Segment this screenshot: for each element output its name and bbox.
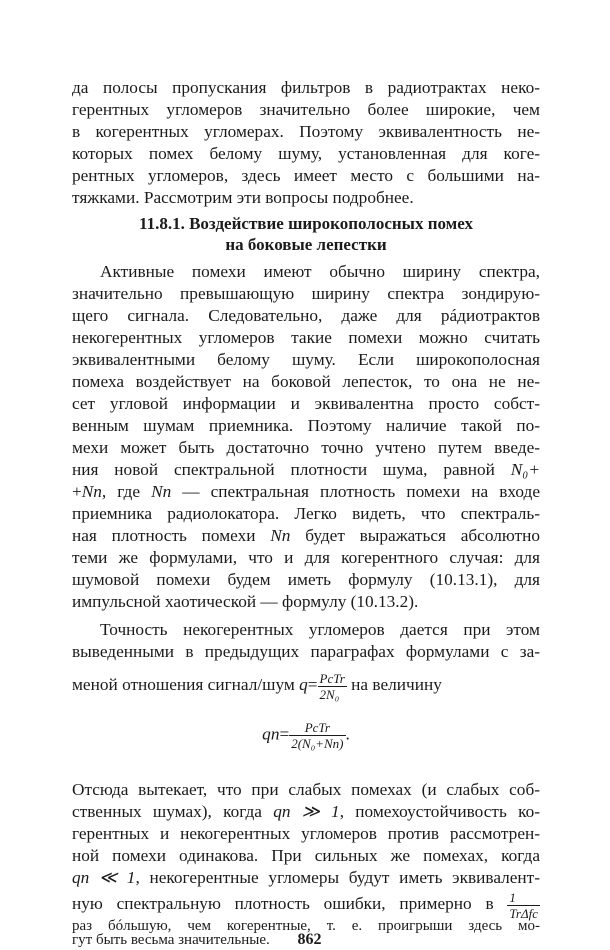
- display-formula: [72, 720, 540, 751]
- math-symbol: N₀+: [510, 460, 540, 479]
- fraction-denominator: 2(N₀+Nп): [291, 736, 344, 751]
- text-line: тяжками. Рассмотрим эти вопросы подробнее.: [72, 188, 414, 207]
- text-line: щего сигнала. Следовательно, даже для рáдиотрактов: [72, 306, 540, 325]
- text-line: [72, 460, 540, 480]
- text-span: на величину: [351, 675, 442, 694]
- text-line: шумовой помехи будем иметь формулу (10.13.1), для: [72, 570, 540, 589]
- text-line: [72, 482, 540, 502]
- text-line: сет угловой информации и эквивалентна просто собст-: [72, 394, 540, 413]
- text-line: [72, 868, 540, 888]
- text-line: герентных и некогерентных угломеров против рассмотрен-: [72, 824, 540, 843]
- text-span: гут быть весьма значительные.: [72, 932, 270, 948]
- text-span: раз бóльшую, чем когерентные, т. е. проигрыши здесь мо-: [72, 918, 540, 934]
- text-line: [72, 526, 540, 546]
- text-line: Отсюда вытекает, что при слабых помехах (и слабых соб-: [72, 780, 540, 799]
- text-line: импульсной хаотической — формулу (10.13.2).: [72, 592, 419, 611]
- text-line: [72, 802, 540, 822]
- math-symbol: qп ≪ 1: [72, 868, 136, 887]
- fraction-numerator: 1: [507, 890, 540, 906]
- fraction: [507, 890, 540, 921]
- section-title: на боковые лепестки: [225, 235, 387, 254]
- text-span: ственных шумах), когда: [72, 802, 262, 821]
- math-symbol: Nп: [151, 482, 172, 501]
- fraction-numerator: PcTr: [289, 720, 345, 736]
- math-symbol: Nп: [81, 482, 102, 501]
- section-title: 11.8.1. Воздействие широкополосных помех: [139, 214, 473, 233]
- text-line: в когерентных угломерах. Поэтому эквивалентность не-: [72, 122, 540, 141]
- text-line: эквивалентными белому шуму. Если широкополосная: [72, 350, 540, 369]
- fraction-denominator: 2N₀: [319, 686, 340, 702]
- text-line: приемника радиолокатора. Легко видеть, что спектраль-: [72, 504, 540, 523]
- text-line: [72, 668, 540, 702]
- fraction-denominator: TrΔfc: [509, 905, 538, 921]
- text-line: венным шумам приемника. Поэтому наличие такой по-: [72, 416, 540, 435]
- text-line: Точность некогерентных угломеров дается при этом: [100, 620, 540, 639]
- text-line: мехи может быть достаточно точно учтено путем введе-: [72, 438, 540, 457]
- text-span: , где: [101, 482, 140, 501]
- text-line: рентных угломеров, здесь имеет место с большими на-: [72, 166, 540, 185]
- math-symbol: =: [307, 675, 318, 694]
- text-line: которых помех белому шуму, установленная для коге-: [72, 144, 540, 163]
- text-line: да полосы пропускания фильтров в радиотрактах неко-: [72, 78, 540, 97]
- text-span: +: [72, 482, 82, 501]
- text-line: [72, 932, 540, 948]
- text-span: — спектральная плотность помехи на входе: [171, 482, 540, 501]
- text-line: герентных угломеров значительно более широкие, чем: [72, 100, 540, 119]
- text-line: [72, 888, 540, 921]
- text-span: меной отношения сигнал/шум: [72, 675, 295, 694]
- text-span: ная плотность помехи: [72, 526, 256, 545]
- text-line: помеха воздействует на боковой лепесток, то она не не-: [72, 372, 540, 391]
- fraction: [318, 671, 347, 702]
- fraction-numerator: PcTr: [319, 670, 345, 686]
- math-symbol: qп: [262, 724, 280, 744]
- text-span: ную спектральную плотность ошибки, примерно в: [72, 894, 494, 913]
- text-line: значительно превышающую ширину спектра зондирую-: [72, 284, 540, 303]
- math-symbol: .: [345, 724, 350, 744]
- math-symbol: q: [299, 675, 308, 694]
- text-span: ния новой спектральной плотности шума, равной: [72, 460, 495, 479]
- text-span: , некогерентные угломеры будут иметь эквивалент-: [135, 868, 540, 887]
- fraction: [289, 720, 345, 751]
- math-symbol: qп ≫ 1: [273, 802, 340, 821]
- text-line: теми же формулами, что и для когерентного случая: для: [72, 548, 540, 567]
- text-span: будет выражаться абсолютно: [305, 526, 540, 545]
- text-line: Активные помехи имеют обычно ширину спектра,: [100, 262, 540, 281]
- text-span: , помехоустойчивость ко-: [339, 802, 540, 821]
- text-line: ной помехи одинакова. При сильных же помехах, когда: [72, 846, 540, 865]
- text-line: выведенными в предыдущих параграфах формулами с за-: [72, 642, 540, 661]
- math-symbol: =: [279, 724, 290, 744]
- text-line: некогерентных угломеров такие помехи можно считать: [72, 328, 540, 347]
- page-number: 862: [297, 931, 322, 948]
- math-symbol: Nп: [270, 526, 291, 545]
